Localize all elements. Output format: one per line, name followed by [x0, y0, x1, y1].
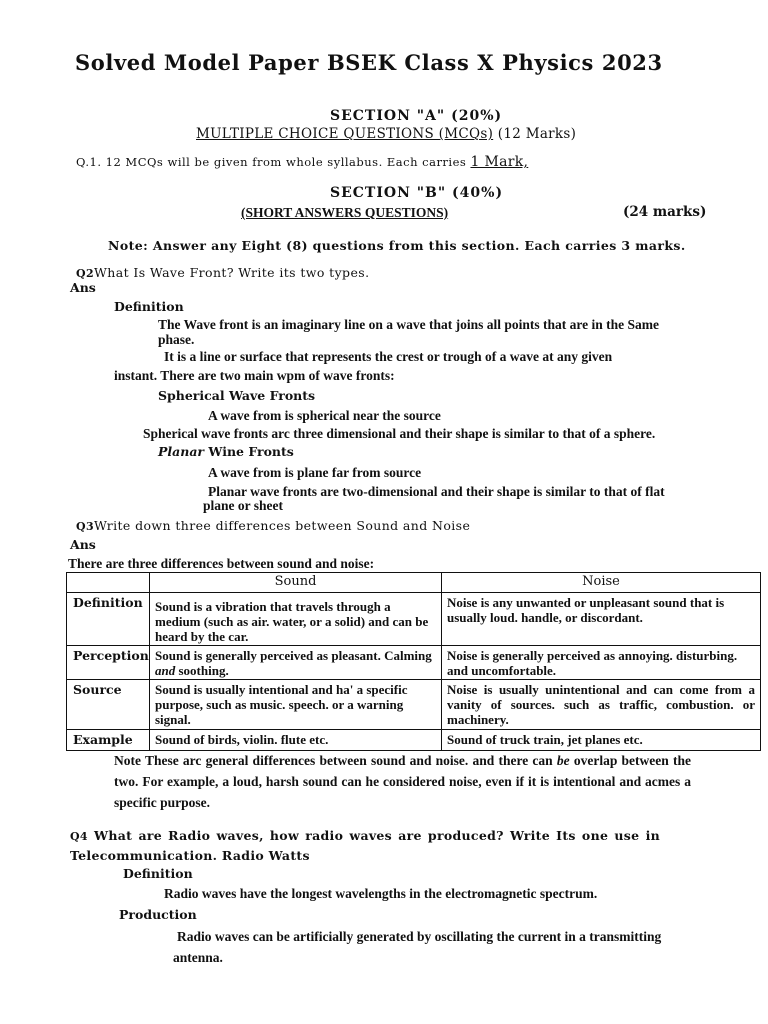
q4-production-line1: Radio waves can be artificially generated by oscillating the current in a transmitting: [177, 929, 662, 944]
q2-planar-3: plane or sheet: [203, 498, 283, 513]
q2-spherical-label: Spherical Wave Fronts: [158, 388, 316, 403]
cell-sound-perception: [150, 646, 442, 680]
q2-spherical-1: A wave from is spherical near the source: [208, 408, 441, 423]
page-title: Solved Model Paper BSEK Class X Physics 2023: [75, 50, 663, 75]
row-label-example: Example: [67, 730, 150, 751]
q3-note-text: Note These arc general differences between sound and noise. and there can: [114, 753, 557, 768]
row-label-definition: Definition: [67, 593, 150, 646]
q3-question: Write down three differences between Sound and Noise: [94, 518, 471, 533]
row-label-perception: Perception: [67, 646, 150, 680]
q1-text: Q.1. 12 MCQs will be given from whole syllabus. Each carries: [76, 155, 467, 169]
q3-ans-label: Ans: [70, 537, 96, 552]
cell-noise-source: Noise is usually unintentional and can come from a vanity of sources. such as traffic, combustion. or machinery.: [442, 680, 761, 730]
q4-definition-label: Definition: [123, 866, 193, 881]
q2-spherical-2: Spherical wave fronts arc three dimensional and their shape is similar to that of a sphere.: [143, 426, 656, 441]
table-row: [67, 680, 761, 730]
table-header-sound: Sound: [150, 573, 442, 593]
q4-production-line2: antenna.: [173, 950, 223, 965]
section-b-marks: (24 marks): [623, 204, 707, 220]
cell-noise-perception: Noise is generally perceived as annoying. disturbing. and uncomfortable.: [442, 646, 761, 680]
q3-line: [76, 518, 470, 533]
q2-question: What Is Wave Front? Write its two types.: [94, 265, 370, 280]
section-a-marks: (12 Marks): [497, 126, 577, 142]
q3-number: Q3: [76, 520, 95, 533]
q2-planar-italic: Planar: [158, 444, 205, 459]
q1-line: [76, 154, 528, 170]
cell-text: soothing.: [175, 663, 229, 678]
cell-text: Sound is generally perceived as pleasant. Calming: [155, 648, 432, 663]
q3-intro: There are three differences between sound and noise:: [68, 556, 375, 571]
cell-sound-example: Sound of birds, violin. flute etc.: [150, 730, 442, 751]
section-b-note: Note: Answer any Eight (8) questions from this section. Each carries 3 marks.: [108, 238, 686, 253]
table-row: [67, 730, 761, 751]
q2-planar-rest: Wine Fronts: [204, 444, 294, 459]
q2-number: Q2: [76, 267, 95, 280]
table-header-noise: Noise: [442, 573, 761, 593]
table-row: [67, 593, 761, 646]
sound-noise-table: [66, 572, 761, 751]
q4-number: Q4: [70, 830, 88, 843]
q1-mark: 1 Mark,: [470, 154, 529, 170]
cell-sound-source: Sound is usually intentional and ha' a specific purpose, such as music. speech. or a warning signal.: [150, 680, 442, 730]
q2-planar-1: A wave from is plane far from source: [208, 465, 422, 480]
cell-noise-definition: Noise is any unwanted or unpleasant sound that is usually loud. handle, or discordant.: [442, 593, 761, 646]
section-b-subheading: (SHORT ANSWERS QUESTIONS): [241, 205, 449, 220]
cell-noise-example: Sound of truck train, jet planes etc.: [442, 730, 761, 751]
q2-def-line4: instant. There are two main wpm of wave fronts:: [114, 368, 395, 383]
cell-sound-definition: Sound is a vibration that travels through a medium (such as air. water, or a solid) and can be heard by the car.: [150, 593, 442, 646]
section-a-subheading: MULTIPLE CHOICE QUESTIONS (MCQs): [196, 126, 494, 142]
q2-ans-label: Ans: [70, 280, 96, 295]
q2-def-line1: The Wave front is an imaginary line on a wave that joins all points that are in the Same: [158, 317, 660, 332]
section-a-subheading-line: [196, 126, 576, 142]
table-corner-cell: [67, 573, 150, 593]
q2-planar-2: Planar wave fronts are two-dimensional and their shape is similar to that of flat: [208, 484, 665, 499]
q4-production-label: Production: [119, 907, 197, 922]
q4-question: What are Radio waves, how radio waves are produced? Write Its one use in Telecommunication. Radio Watts: [70, 828, 661, 863]
q4-definition-text: Radio waves have the longest wavelengths in the electromagnetic spectrum.: [164, 886, 598, 901]
table-row: [67, 646, 761, 680]
row-label-source: Source: [67, 680, 150, 730]
q3-note: [114, 750, 691, 813]
cell-text-italic: and: [155, 663, 176, 678]
q2-def-line3: It is a line or surface that represents the crest or trough of a wave at any given: [164, 349, 613, 364]
q2-line: [76, 265, 369, 280]
table-header-row: [67, 573, 761, 593]
q3-note-text: overlap between the two. For example, a loud, harsh sound can he considered noise, even if it is intentional and acmes a specific purpose.: [114, 753, 691, 810]
q2-definition-label: Definition: [114, 299, 184, 314]
section-b-heading: SECTION "B" (40%): [330, 185, 504, 201]
q4-line: [70, 826, 660, 865]
q2-planar-label-line: [158, 444, 294, 459]
q3-note-italic: be: [556, 753, 570, 768]
section-a-heading: SECTION "A" (20%): [330, 108, 503, 124]
q2-def-line2: phase.: [158, 332, 195, 347]
